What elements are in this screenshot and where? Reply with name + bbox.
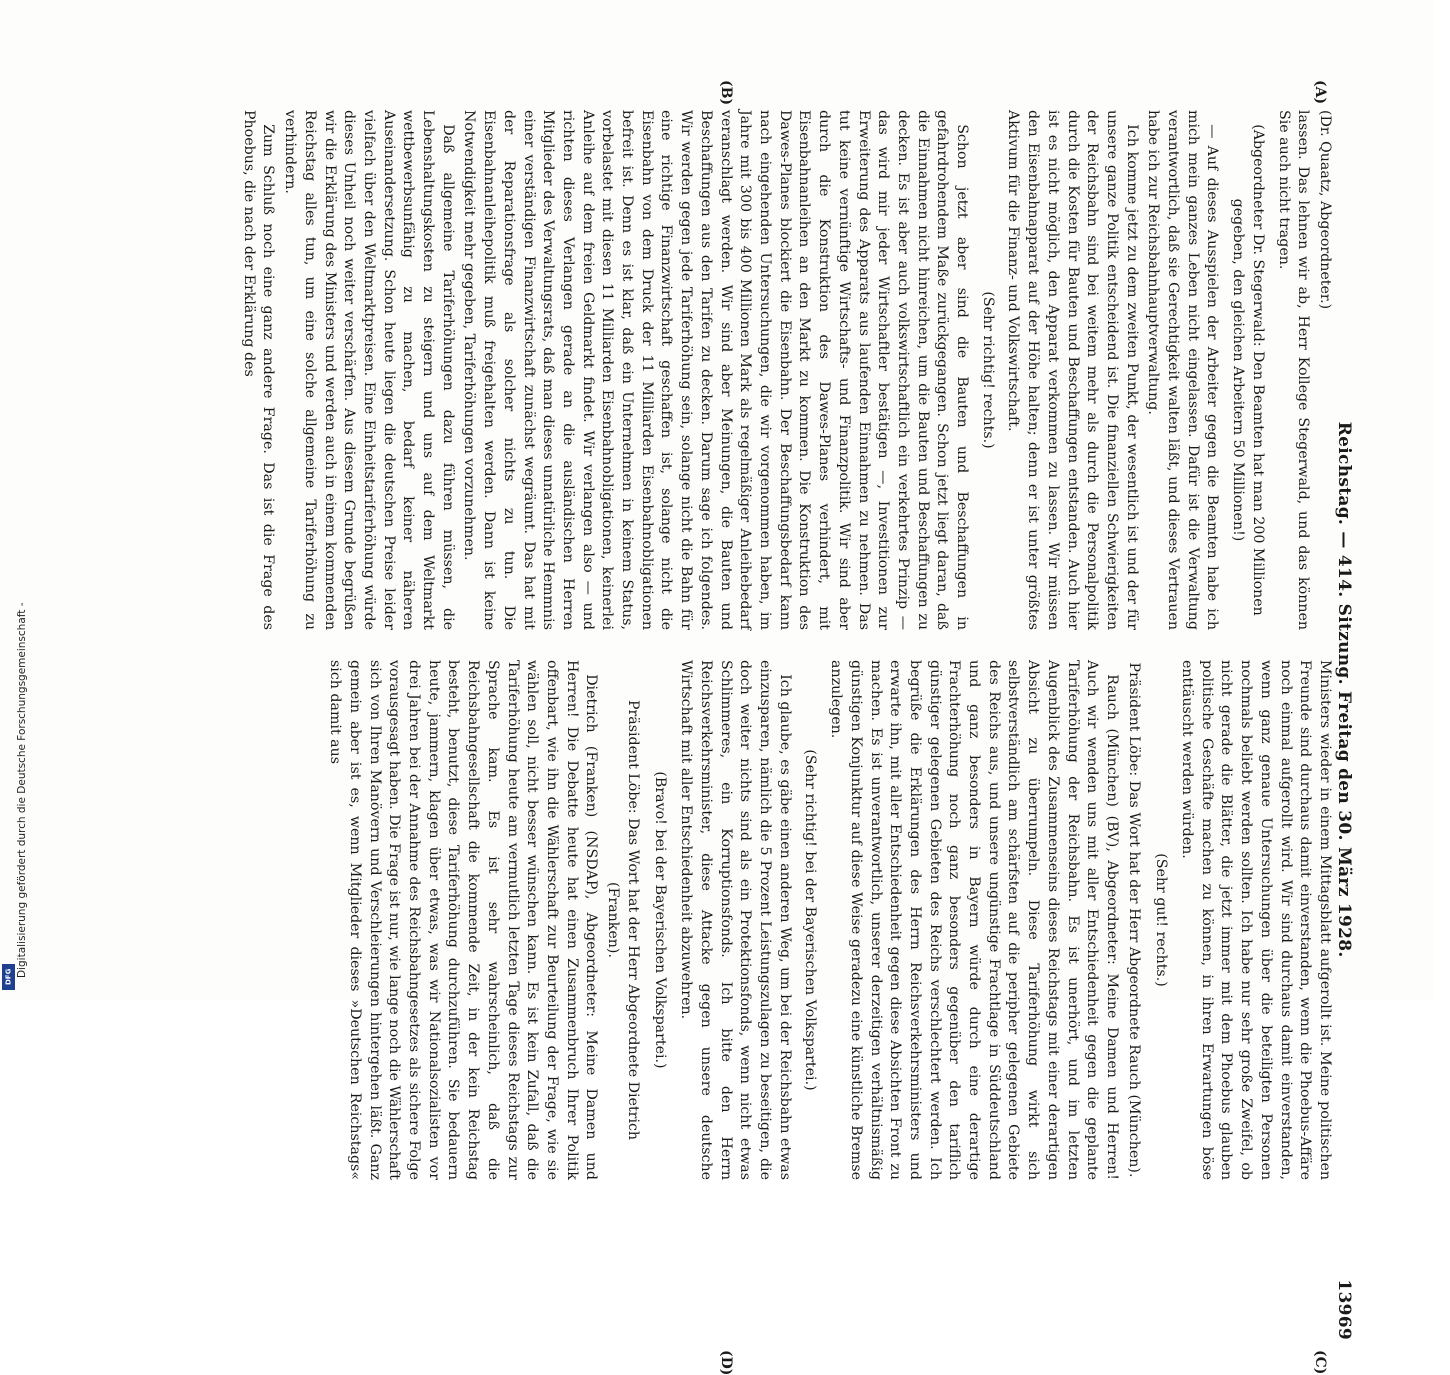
left-column-paragraph: Schon jetzt aber sind die Bauten und Beschaffungen in gefahrdrohendem Maße zurückgegangen. Schon jetzt liegt daran, daß die Einnahmen nicht hinreichen, um die Bauten und Beschaffungen zu decken. Es ist aber auch volkswirtschaftlich ein verkehrtes Prinzip — das wird mir jeder Wirtschaftler bestätigen —, Investitionen zur Erweiterung des Apparats aus laufenden Einnahmen zu nehmen. Das tut keine vernünftige Wirtschafts- und Finanzpolitik. Wir sind aber durch die Konstruktion des Dawes-Planes verhindert, mit Eisenbahnanleihen an den Markt zu kommen. Die Konstruktion des Dawes-Planes blockiert die Eisenbahn. Der Beschaffungsbedarf kann nach eingehenden Untersuchungen, die wir vorgenommen haben, im Jahre mit 300 bis 400 Millionen Mark als regelmäßiger Anleihebedarf veranschlagt werden. Wir sind aber Meinungen, die Bauten und Beschaffungen aus den Tarifen zu decken. Darum sage ich folgendes. Wir werden gegen jede Tariferhöhung sein, solange nicht die Bahn für eine richtige Finanzwirtschaft geschaffen ist, solange nicht die Eisenbahn von dem Druck der 11 Milliarden Eisenbahnobligationen befreit ist. Denn es ist klar, daß ein Unternehmen in keinem Status, vorbelastet mit diesen 11 Milliarden Eisenbahnobligationen, keinerlei Anleihe auf dem freien Geldmarkt findet. Wir verlangen also — und richten dieses Verlangen gerade an die ausländischen Herren Mitglieder des Verwaltungsrats, daß man dieses unnatürliche Hemmnis einer verständigen Finanzwirtschaft zunächst wegräumt. Das hat mit der Reparationsfrage als solcher nichts zu tun. Die Eisenbahnanleihepolitik muß freigehalten werden. Dann ist keine Notwendigkeit mehr gegeben, Tariferhöhungen vorzunehmen. xyxy=(461,110,971,630)
right-column-paragraph: (Sehr gut! rechts.) xyxy=(1153,853,1170,987)
left-column-paragraph: (Dr. Quaatz, Abgeordneter.) xyxy=(1317,110,1333,310)
right-column-paragraph: (Bravo! bei der Bayerischen Volkspartei.) xyxy=(652,771,669,1069)
left-column-paragraph: — Auf dieses Ausspielen der Arbeiter gegen die Beamten habe ich mich mein ganzes Leben nicht eingelassen. Dafür ist die Verwaltung verantwortlich, daß sie Gerechtigkeit walten läßt, und dieses Vertrauen habe ich zur Reichsbahnhauptverwaltung. xyxy=(1145,110,1221,630)
right-column-paragraph: Dietrich (Franken) (NSDAP), Abgeordneter: Meine Damen und Herren! Die Debatte heute hat einen Zusammenbruch Ihrer Politik offenbart, wie ihn die Wählerschaft zur Beurteilung der Frage, wie sie wählen soll, nicht besser wünschen kann. Es ist kein Zufall, daß die Tariferhöhung heute am vermutlich letzten Tage dieses Reichstags zur Sprache kam. Es ist sehr wahrscheinlich, daß die Reichsbahngesellschaft die kommende Zeit, in der kein Reichstag besteht, benutzt, diese Tariferhöhung durchzuführen. Sie bedauern heute, jammern, klagen über etwas, was wir Nationalsozialisten vor drei Jahren bei der Annahme des Reichsbahngesetzes als sichere Folge vorausgesagt haben. Die Frage ist nur, wie lange noch die Wählerschaft sich von Ihren Manövern und Verschleierungen hintergehen läßt. Ganz gemein aber ist es, wenn Mitglieder dieses »Deutschen Reichstags« sich damit aus xyxy=(327,660,600,1180)
right-column-paragraph: Präsident Löbe: Das Wort hat der Herr Abgeordnete Dietrich (Franken). xyxy=(605,699,641,1141)
left-column-paragraph: lassen. Das lehnen wir ab, Herr Kollege Stegerwald, und das können Sie auch nicht tragen. xyxy=(1275,110,1312,630)
margin-marker-d: (D) xyxy=(718,1350,734,1375)
right-text-column xyxy=(327,660,1334,1180)
left-column-paragraph: Ich komme jetzt zu dem zweiten Punkt, der wesentlich ist und der für unsere ganze Politik entscheidend ist. Die finanziellen Schwierigkeiten der Reichsbahn sind bei weitem mehr als durch die Personalpolitik durch die Kosten für Bauten und Beschaffungen entstanden. Auch hier ist es nicht möglich, den Apparat verkommen zu lassen. Wir müssen den Eisenbahnapparat auf der Höhe halten; denn er ist unter größtes Aktivum für die Finanz- und Volkswirtschaft. xyxy=(1005,110,1140,630)
margin-marker-b: (B) xyxy=(718,80,734,106)
footer-credit: Digitalisierung gefördert durch die Deutsche Forschungsgemeinschaft - xyxy=(16,602,28,978)
left-text-column xyxy=(240,110,1334,630)
left-column-paragraph: Zum Schluß noch eine ganz andere Frage. Das ist die Frage des Phoebus, die nach der Erklärung des xyxy=(240,110,277,630)
right-column-paragraph: Ministers wieder in einem Mittagsblatt aufgerollt ist. Meine politischen Freunde sind durchaus damit einverstanden, wenn die Phoebus-Affäre noch einmal aufgerollt wird. Wir sind durchaus damit einverstanden, wenn ganz genaue Untersuchungen über die beteiligten Personen nochmals beliebt werden sollten. Ich habe nur sehr große Zweifel, ob nicht gerade die Blätter, die jetzt immer mit dem Phoebus glauben politische Geschäfte machen zu können, in ihren Erwartungen böse enttäuscht werden würden. xyxy=(1179,660,1333,1180)
left-column-paragraph: (Abgeordneter Dr. Stegerwald: Den Beamten hat man 200 Millionen gegeben, den gleichen Arbeitern 50 Millionen!) xyxy=(1230,124,1266,616)
left-column-paragraph: Daß allgemeine Tariferhöhungen dazu führen müssen, die Lebenshaltungskosten zu steigern und uns auf dem Weltmarkt wettbewerbsunfähig zu machen, bedarf keiner näheren Auseinandersetzung. Schon heute liegen die deutschen Preise leider vielfach über den Weltmarktpreisen. Eine Einheitstariferhöhung würde dieses Unheil noch weiter verschärfen. Aus diesem Grunde begrüßen wir die Erklärung des Ministers und werden auch in einem kommenden Reichstag alles tun, um eine solche allgemeine Tariferhöhung zu verhindern. xyxy=(282,110,456,630)
right-column-paragraph: (Sehr richtig! bei der Bayerischen Volkspartei.) xyxy=(802,749,819,1091)
right-column-paragraph: Ich glaube, es gäbe einen anderen Weg, um bei der Reichsbahn etwas einzusparen, nämlich die 5 Prozent Leistungszulagen zu beseitigen, die doch weiter nichts sind als ein Protektionsfonds, wenn nicht etwas Schlimmeres, ein Korruptionsfonds. Ich bitte den Herrn Reichsverkehrsminister, diese Attacke gegen unsere deutsche Wirtschaft mit aller Entschiedenheit abzuwehren. xyxy=(678,660,793,1180)
margin-marker-c: (C) xyxy=(1312,1350,1328,1375)
margin-marker-a: (A) xyxy=(1312,80,1328,105)
header-title: Reichstag. — 414. Sitzung. Freitag den 30. März 1928. xyxy=(1334,421,1354,958)
left-column-paragraph: (Sehr richtig! rechts.) xyxy=(979,291,996,449)
page-header xyxy=(1334,100,1374,1340)
page-number: 13969 xyxy=(1334,1279,1354,1340)
dfg-logo: DFG xyxy=(2,964,15,990)
right-column-paragraph: Rauch (München) (BV), Abgeordneter: Meine Damen und Herren! Auch wir wenden uns mit aller Entschiedenheit gegen die geplante Tariferhöhung der Reichsbahn. Es ist unerhört, und im letzten Augenblick des Zusammenseins dieses Reichstags mit einer derartigen Absicht zu überrumpeln. Diese Tariferhöhung wirkt sich selbstverständlich am schärfsten auf die peripher gelegenen Gebiete des Reichs aus, und unsere ungünstige Frachtlage in Süddeutschland und ganz besonders in Bayern würde durch eine derartige Frachterhöhung noch ganz besonders gegenüber den tariflich günstiger gelegenen Gebieten des Reichs verschlechtert werden. Ich begrüße die Erklärungen des Herrn Reichsverkehrsministers und erwarte ihn, mit aller Entschiedenheit gegen diese Absichten Front zu machen. Es ist unverantwortlich, unserer derzeitigen verhältnismäßig günstigen Konjunktur auf diese Weise geradezu eine künstliche Bremse anzulegen. xyxy=(828,660,1120,1180)
right-column-paragraph: Präsident Löbe: Das Wort hat der Herr Abgeordnete Rauch (München). xyxy=(1125,662,1142,1178)
